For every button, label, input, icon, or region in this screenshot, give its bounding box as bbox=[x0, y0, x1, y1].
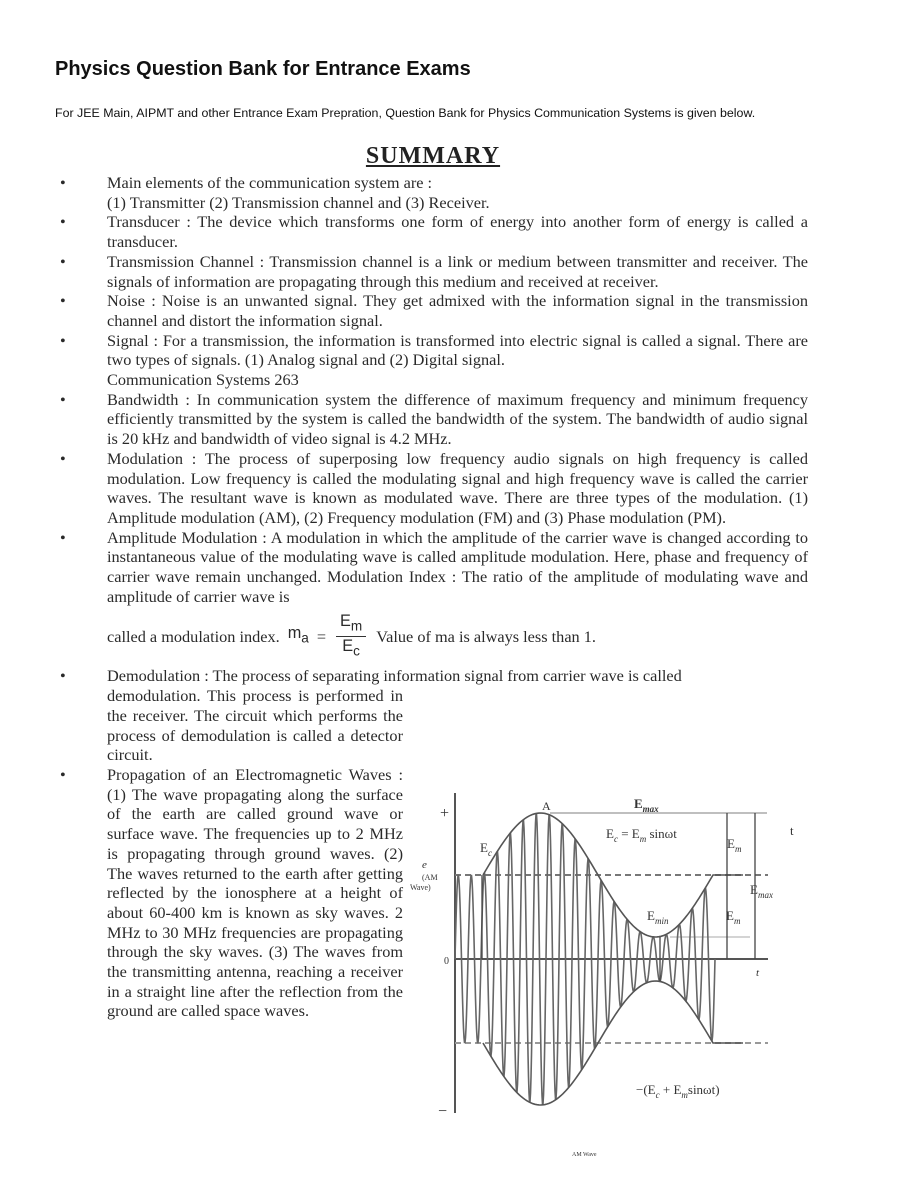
bullet-demodulation: • Demodulation : The process of separating information signal from carrier wave is called demodulation. This process is performed in the receiver. The circuit which performs the process of demodulation is called a detector circuit. bbox=[60, 666, 808, 765]
emax-top-label: $E_{max}$ bbox=[634, 796, 659, 814]
item-text: Modulation : The process of superposing low frequency audio signals on high frequency is called modulation. Low frequency is called the modulating signal and high frequency wave is called the carrier waves. The resultant wave is known as modulated wave. There are three types of the modulation. (1) Amplitude modulation (AM), (2) Frequency modulation (FM) and (3) Phase modulation (PM). bbox=[107, 448, 808, 527]
item-text: Signal : For a transmission, the information is transformed into electric signal is called a signal. There are two types of signals. (1) Analog signal and (2) Digital signal. bbox=[107, 330, 808, 370]
item-text: Noise : Noise is an unwanted signal. They get admixed with the information signal in the transmission channel and distort the information signal. bbox=[107, 291, 808, 330]
summary-bullet-item bbox=[60, 173, 808, 212]
formula-fraction: $\frac{E_m}{E_c}$ bbox=[336, 612, 366, 661]
item-text: Main elements of the communication system are : bbox=[107, 173, 433, 192]
summary-bullet-item bbox=[60, 212, 808, 251]
caption-label: AM Wave bbox=[572, 1152, 597, 1158]
minus-label: − bbox=[438, 1103, 448, 1120]
item-subtext: (1) Transmitter (2) Transmission channel and (3) Receiver. bbox=[107, 192, 490, 212]
summary-bullet-item bbox=[60, 528, 808, 607]
page-subtitle: For JEE Main, AIPMT and other Entrance Exam Prepration, Question Bank for Physics Communication Systems is given below. bbox=[55, 106, 756, 120]
bullet-mark: • bbox=[60, 389, 66, 409]
t-top-label: t bbox=[790, 823, 794, 838]
item-text: Transmission Channel : Transmission channel is a link or medium between transmitter and receiver. The signals of information are propagating through this medium and received at receiver. bbox=[107, 251, 808, 291]
am-wave-diagram bbox=[400, 780, 820, 1180]
am-label-2: Wave) bbox=[410, 883, 431, 892]
item-text: Transducer : The device which transforms one form of energy into another form of energy is called a transducer. bbox=[107, 212, 808, 252]
em-upper-label: $E_m$ bbox=[727, 836, 742, 854]
summary-bullet-item bbox=[60, 449, 808, 528]
demod-text: demodulation. This process is performed in the receiver. The circuit which performs the process of demodulation is called a detector circuit. bbox=[107, 686, 403, 765]
zero-label: 0 bbox=[444, 956, 449, 967]
formula-after: Value of ma is always less than 1. bbox=[376, 626, 596, 646]
emin-label: $E_{min}$ bbox=[647, 908, 669, 926]
plus-label: + bbox=[440, 805, 450, 822]
page-title: Physics Question Bank for Entrance Exams bbox=[55, 58, 471, 80]
formula-text: called a modulation index. bbox=[107, 626, 280, 646]
bullet-mark: • bbox=[60, 291, 66, 311]
summary-heading: SUMMARY bbox=[365, 143, 501, 169]
envelope-equation: $E_c = E_m$ sinωt bbox=[606, 826, 677, 844]
em-lower-label: $E_m$ bbox=[726, 908, 741, 926]
demod-first-line: Demodulation : The process of separating information signal from carrier wave is called bbox=[107, 666, 682, 686]
item-text: Amplitude Modulation : A modulation in which the amplitude of the carrier wave is changed according to instantaneous value of the modulating wave is called amplitude modulation. Here, phase and frequency of carrier wave remain unchanged. Modulation Index : The ratio of the amplitude of modulating wave and amplitude of carrier wave is bbox=[107, 527, 808, 606]
bullet-mark: • bbox=[60, 212, 66, 232]
am-label-1: (AM bbox=[422, 873, 438, 882]
ec-label: $E_c$ bbox=[480, 840, 492, 858]
propagation-text: Propagation of an Electromagnetic Waves : (1) The wave propagating along the surface of the earth are called ground wave or surface wave. The frequencies up to 2 MHz is propagating through ground waves. (2) The waves returned to the earth after getting reflected by the ionosphere at a height of about 60-400 km is known as sky waves. 2 MHz to 30 MHz frequencies are propagating through the sky waves. (3) The waves from the transmitting antenna, reaching a receiver in a straight line after the reflection from the ground are called space waves. bbox=[107, 764, 403, 1021]
bullet-mark: • bbox=[60, 251, 66, 271]
bullet-mark: • bbox=[60, 330, 66, 350]
bullet-mark: • bbox=[60, 527, 66, 547]
emax-right-label: $E_{max}$ bbox=[750, 882, 773, 900]
summary-bullet-item bbox=[60, 252, 808, 291]
formula-lhs: $m_a$ bbox=[287, 624, 309, 646]
summary-bullet-item bbox=[60, 291, 808, 330]
lower-envelope-equation: $-(E_c + E_m\sin\omega t)$ bbox=[636, 1082, 720, 1100]
item-text: Bandwidth : In communication system the difference of maximum frequency and minimum frequency efficiently transmitted by the system is called the bandwidth of the system. The bandwidth of audio signal is 20 kHz and bandwidth of video signal is 4.2 MHz. bbox=[107, 389, 808, 449]
bullet-propagation: • Propagation of an Electromagnetic Waves : (1) The wave propagating along the surface of the earth are called ground wave or surface wave. The frequencies up to 2 MHz is propagating through ground waves. (2) The waves returned to the earth after getting reflected by the ionosphere at a height of about 60-400 km is known as sky waves. 2 MHz to 30 MHz frequencies are propagating through the sky waves. (3) The waves from the transmitting antenna, reaching a receiver in a straight line after the reflection from the ground are called space waves. bbox=[60, 764, 403, 1021]
summary-bullet-item bbox=[60, 390, 808, 449]
item-subtext: Communication Systems 263 bbox=[107, 370, 299, 390]
modulation-index-formula bbox=[60, 606, 808, 666]
peak-A-label: A bbox=[542, 799, 551, 813]
t-axis-label: t bbox=[756, 967, 760, 979]
bullet-mark: • bbox=[60, 448, 66, 468]
summary-bullet-item bbox=[60, 331, 808, 390]
bullet-mark: • bbox=[60, 173, 66, 192]
formula-eq: = bbox=[316, 626, 327, 646]
e-label: e bbox=[422, 859, 427, 871]
